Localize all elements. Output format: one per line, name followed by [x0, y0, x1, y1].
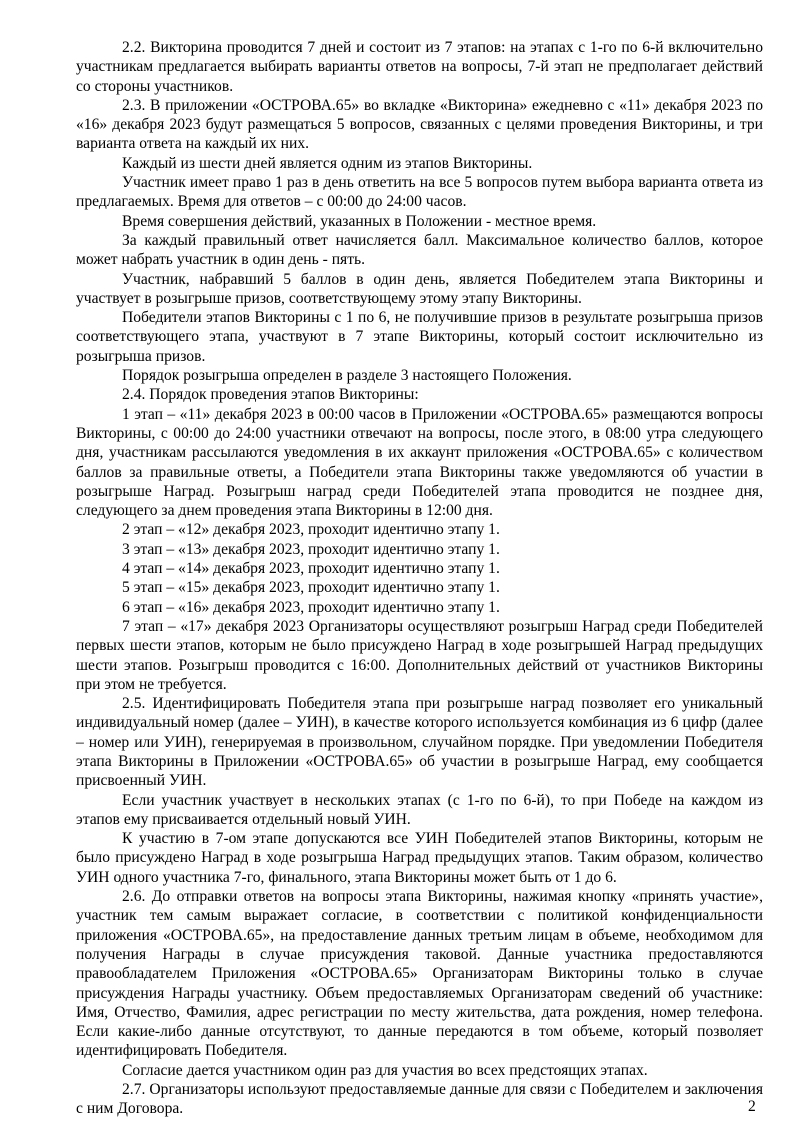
paragraph-2-2: 2.2. Викторина проводится 7 дней и состоит из 7 этапов: на этапах с 1-го по 6-й включительно участникам предлагается выбирать варианты ответов на вопросы, 7-й этап не предполагает действий со стороны участников. — [76, 39, 763, 95]
paragraph-2-5: 2.5. Идентифицировать Победителя этапа при розыгрыше наград позволяет его уникальный индивидуальный номер (далее – УИН), в качестве которого используется комбинация из 6 цифр (далее – номер или УИН), генерируемая в произвольном, случайном порядке. При уведомлении Победителя этапа Викторины в Приложении «ОСТРОВА.65» об участии в розыгрыше Наград, ему сообщается присвоенный УИН. — [76, 695, 763, 790]
paragraph-stage-7: 7 этап – «17» декабря 2023 Организаторы осуществляют розыгрыш Наград среди Победителей первых шести этапов, которым не было присуждено Наград в ходе розыгрышей Наград предыдущих шести этапов. Розыгрыш проводится с 16:00. Дополнительных действий от участников Викторины при этом не требуется. — [76, 617, 763, 693]
paragraph-stage-3: 3 этап – «13» декабря 2023, проходит идентично этапу 1. — [122, 540, 500, 558]
paragraph-stage-1: 1 этап – «11» декабря 2023 в 00:00 часов в Приложении «ОСТРОВА.65» размещаются вопросы Викторины, с 00:00 до 24:00 участники отвечают на вопросы, после этого, в 08:00 утра следующего дня, участникам рассылаются уведомления в их аккаунт приложения «ОСТРОВА.65» с количеством баллов за правильные ответы, а Победители этапа Викторины также уведомляются об участии в розыгрыше Наград. Розыгрыш наград среди Победителей этапа проводится не позднее дня, следующего за днем проведения этапа Викторины в 12:00 дня. — [76, 405, 763, 520]
paragraph-2-7: 2.7. Организаторы используют предоставляемые данные для связи с Победителем и заключения с ним Договора. — [76, 1081, 763, 1118]
paragraph-stage-7-uin: К участию в 7-ом этапе допускаются все УИН Победителей этапов Викторины, которым не было присуждено Наград в ходе розыгрыша Наград предыдущих этапов. Таким образом, количество УИН одного участника 7-го, финального, этапа Викторины может быть от 1 до 6. — [76, 830, 763, 886]
paragraph-stage-7-participants: Победители этапов Викторины с 1 по 6, не получившие призов в результате розыгрыша призов соответствующего этапа, участвуют в 7 этапе Викторины, который состоит исключительно из розыгрыша призов. — [76, 309, 763, 365]
paragraph-stage-6: 6 этап – «16» декабря 2023, проходит идентично этапу 1. — [122, 598, 500, 616]
paragraph-stage-winner: Участник, набравший 5 баллов в один день, является Победителем этапа Викторины и участвует в розыгрыше призов, соответствующему этому этапу Викторины. — [76, 270, 763, 307]
paragraph-points: За каждый правильный ответ начисляется балл. Максимальное количество баллов, которое может набрать участник в один день - пять. — [76, 231, 763, 269]
page-number: 2 — [748, 1098, 756, 1115]
paragraph-2-4: 2.4. Порядок проведения этапов Викторины: — [122, 386, 419, 404]
paragraph-stage-5: 5 этап – «15» декабря 2023, проходит идентично этапу 1. — [122, 579, 500, 597]
paragraph-draw-procedure: Порядок розыгрыша определен в разделе 3 настоящего Положения. — [122, 367, 572, 385]
paragraph-local-time: Время совершения действий, указанных в Положении - местное время. — [122, 212, 597, 230]
paragraph-stage-2: 2 этап – «12» декабря 2023, проходит идентично этапу 1. — [122, 521, 500, 539]
paragraph-2-6: 2.6. До отправки ответов на вопросы этапа Викторины, нажимая кнопку «принять участие», участник тем самым выражает согласие, в соответствии с политикой конфиденциальности приложения «ОСТРОВА.65», на предоставление данных третьим лицам в объеме, необходимом для получения Награды в случае присуждения таковой. Данные участника предоставляются правообладателем Приложения «ОСТРОВА.65» Организаторам Викторины только в случае присуждения Награды участнику. Объем предоставляемых Организаторам сведений об участнике: Имя, Отчество, Фамилия, адрес регистрации по месту жительства, дата рождения, номер телефона. Если какие-либо данные отсутствуют, то данные передаются в том объеме, который позволяет идентифицировать Победителя. — [76, 888, 763, 1060]
paragraph-stages-days: Каждый из шести дней является одним из этапов Викторины. — [122, 154, 533, 172]
document-body — [76, 38, 763, 1119]
paragraph-consent: Согласие дается участником один раз для участия во всех предстоящих этапах. — [122, 1061, 648, 1079]
paragraph-multiple-uin: Если участник участвует в нескольких этапах (с 1-го по 6-й), то при Победе на каждом из этапов ему присваивается отдельный новый УИН. — [76, 791, 763, 828]
paragraph-2-3: 2.3. В приложении «ОСТРОВА.65» во вкладке «Викторина» ежедневно с «11» декабря 2023 по «16» декабря 2023 будут размещаться 5 вопросов, связанных с целями проведения Викторины, и три варианта ответа на каждый их них. — [76, 96, 763, 153]
paragraph-stage-4: 4 этап – «14» декабря 2023, проходит идентично этапу 1. — [122, 560, 500, 578]
paragraph-answer-right: Участник имеет право 1 раз в день ответить на все 5 вопросов путем выбора варианта ответа из предлагаемых. Время для ответов – с 00:00 до 24:00 часов. — [76, 174, 763, 211]
